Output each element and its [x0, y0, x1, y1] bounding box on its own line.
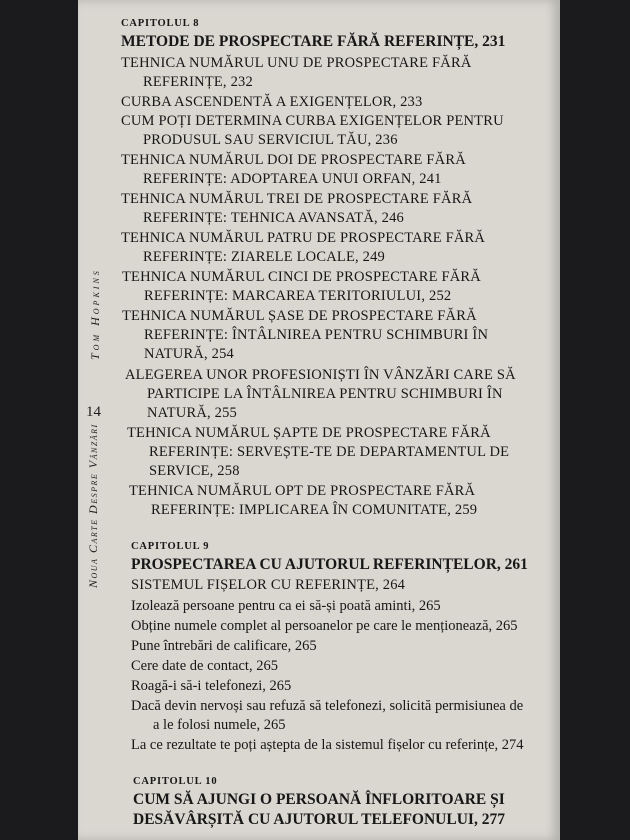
chapter-heading: CUM SĂ AJUNGI O PERSOANĂ ÎNFLORITOARE ȘI — [133, 791, 505, 808]
toc-entry-cont: PARTICIPE LA ÎNTÂLNIREA PENTRU SCHIMBURI ÎN — [147, 386, 503, 402]
toc-entry: CURBA ASCENDENTĂ A EXIGENȚELOR, 233 — [121, 94, 423, 110]
chapter-heading: METODE DE PROSPECTARE FĂRĂ REFERINȚE, 231 — [121, 33, 506, 50]
toc-entry: SISTEMUL FIȘELOR CU REFERINȚE, 264 — [131, 577, 406, 593]
toc-entry: TEHNICA NUMĂRUL CINCI DE PROSPECTARE FĂRĂ — [122, 269, 481, 285]
toc-entry: TEHNICA NUMĂRUL PATRU DE PROSPECTARE FĂRĂ — [121, 230, 486, 246]
chapter-heading: PROSPECTAREA CU AJUTORUL REFERINȚELOR, 261 — [131, 556, 528, 573]
toc-entry: TEHNICA NUMĂRUL OPT DE PROSPECTARE FĂRĂ — [129, 483, 476, 499]
running-head-author: Tom Hopkins — [88, 268, 102, 360]
toc-entry: TEHNICA NUMĂRUL TREI DE PROSPECTARE FĂRĂ — [121, 191, 473, 207]
toc-entry-cont: REFERINȚE: TEHNICA AVANSATĂ, 246 — [143, 210, 404, 226]
chapter-label: CAPITOLUL 10 — [133, 776, 218, 787]
toc-subentry: Pune întrebări de calificare, 265 — [131, 638, 317, 654]
chapter-label: CAPITOLUL 8 — [121, 18, 200, 29]
toc-entry: CUM POȚI DETERMINA CURBA EXIGENȚELOR PENTRU — [121, 113, 504, 129]
toc-entry: TEHNICA NUMĂRUL ȘAPTE DE PROSPECTARE FĂRĂ — [127, 425, 491, 441]
toc-subentry: Dacă devin nervoși sau refuză să telefonezi, solicită permisiunea de — [131, 698, 524, 714]
toc-entry-cont: PRODUSUL SAU SERVICIUL TĂU, 236 — [143, 132, 398, 148]
toc-entry: TEHNICA NUMĂRUL DOI DE PROSPECTARE FĂRĂ — [121, 152, 466, 168]
toc-entry: TEHNICA NUMĂRUL UNU DE PROSPECTARE FĂRĂ — [121, 55, 472, 71]
toc-entry-cont: REFERINȚE: IMPLICAREA ÎN COMUNITATE, 259 — [151, 502, 478, 518]
toc-subentry: Cere date de contact, 265 — [131, 658, 278, 674]
toc-entry-cont: NATURĂ, 255 — [147, 405, 238, 421]
chapter-heading-cont: DESĂVÂRȘITĂ CU AJUTORUL TELEFONULUI, 277 — [133, 811, 505, 828]
toc-entry: TEHNICA NUMĂRUL ȘASE DE PROSPECTARE FĂRĂ — [122, 308, 477, 324]
toc-entry-cont: REFERINȚE: SERVEȘTE-TE DE DEPARTAMENTUL DE — [149, 444, 510, 460]
toc-entry-cont: NATURĂ, 254 — [144, 346, 235, 362]
toc-subentry-cont: a le folosi numele, 265 — [153, 717, 286, 733]
running-head-title: Noua Carte Despre Vânzări — [86, 423, 100, 588]
chapter-label: CAPITOLUL 9 — [131, 541, 210, 552]
toc-subentry: Izolează persoane pentru ca ei să-și poată aminti, 265 — [131, 598, 441, 614]
toc-entry-cont: REFERINȚE, 232 — [143, 74, 253, 90]
toc-subentry: Roagă-i să-i telefonezi, 265 — [131, 678, 292, 694]
toc-entry-cont: REFERINȚE: MARCAREA TERITORIULUI, 252 — [144, 288, 452, 304]
toc-subentry: Obține numele complet al persoanelor pe care le menționează, 265 — [131, 618, 518, 634]
toc-entry-cont: SERVICE, 258 — [149, 463, 240, 479]
toc-entry-cont: REFERINȚE: ADOPTAREA UNUI ORFAN, 241 — [143, 171, 442, 187]
toc-entry-cont: REFERINȚE: ZIARELE LOCALE, 249 — [143, 249, 386, 265]
toc-entry-cont: REFERINȚE: ÎNTÂLNIREA PENTRU SCHIMBURI ÎN — [144, 327, 489, 343]
toc-entry: ALEGEREA UNOR PROFESIONIȘTI ÎN VÂNZĂRI CARE SĂ — [125, 367, 516, 383]
toc-subentry: La ce rezultate te poți aștepta de la sistemul fișelor cu referințe, 274 — [131, 737, 524, 753]
page-number: 14 — [86, 404, 101, 420]
